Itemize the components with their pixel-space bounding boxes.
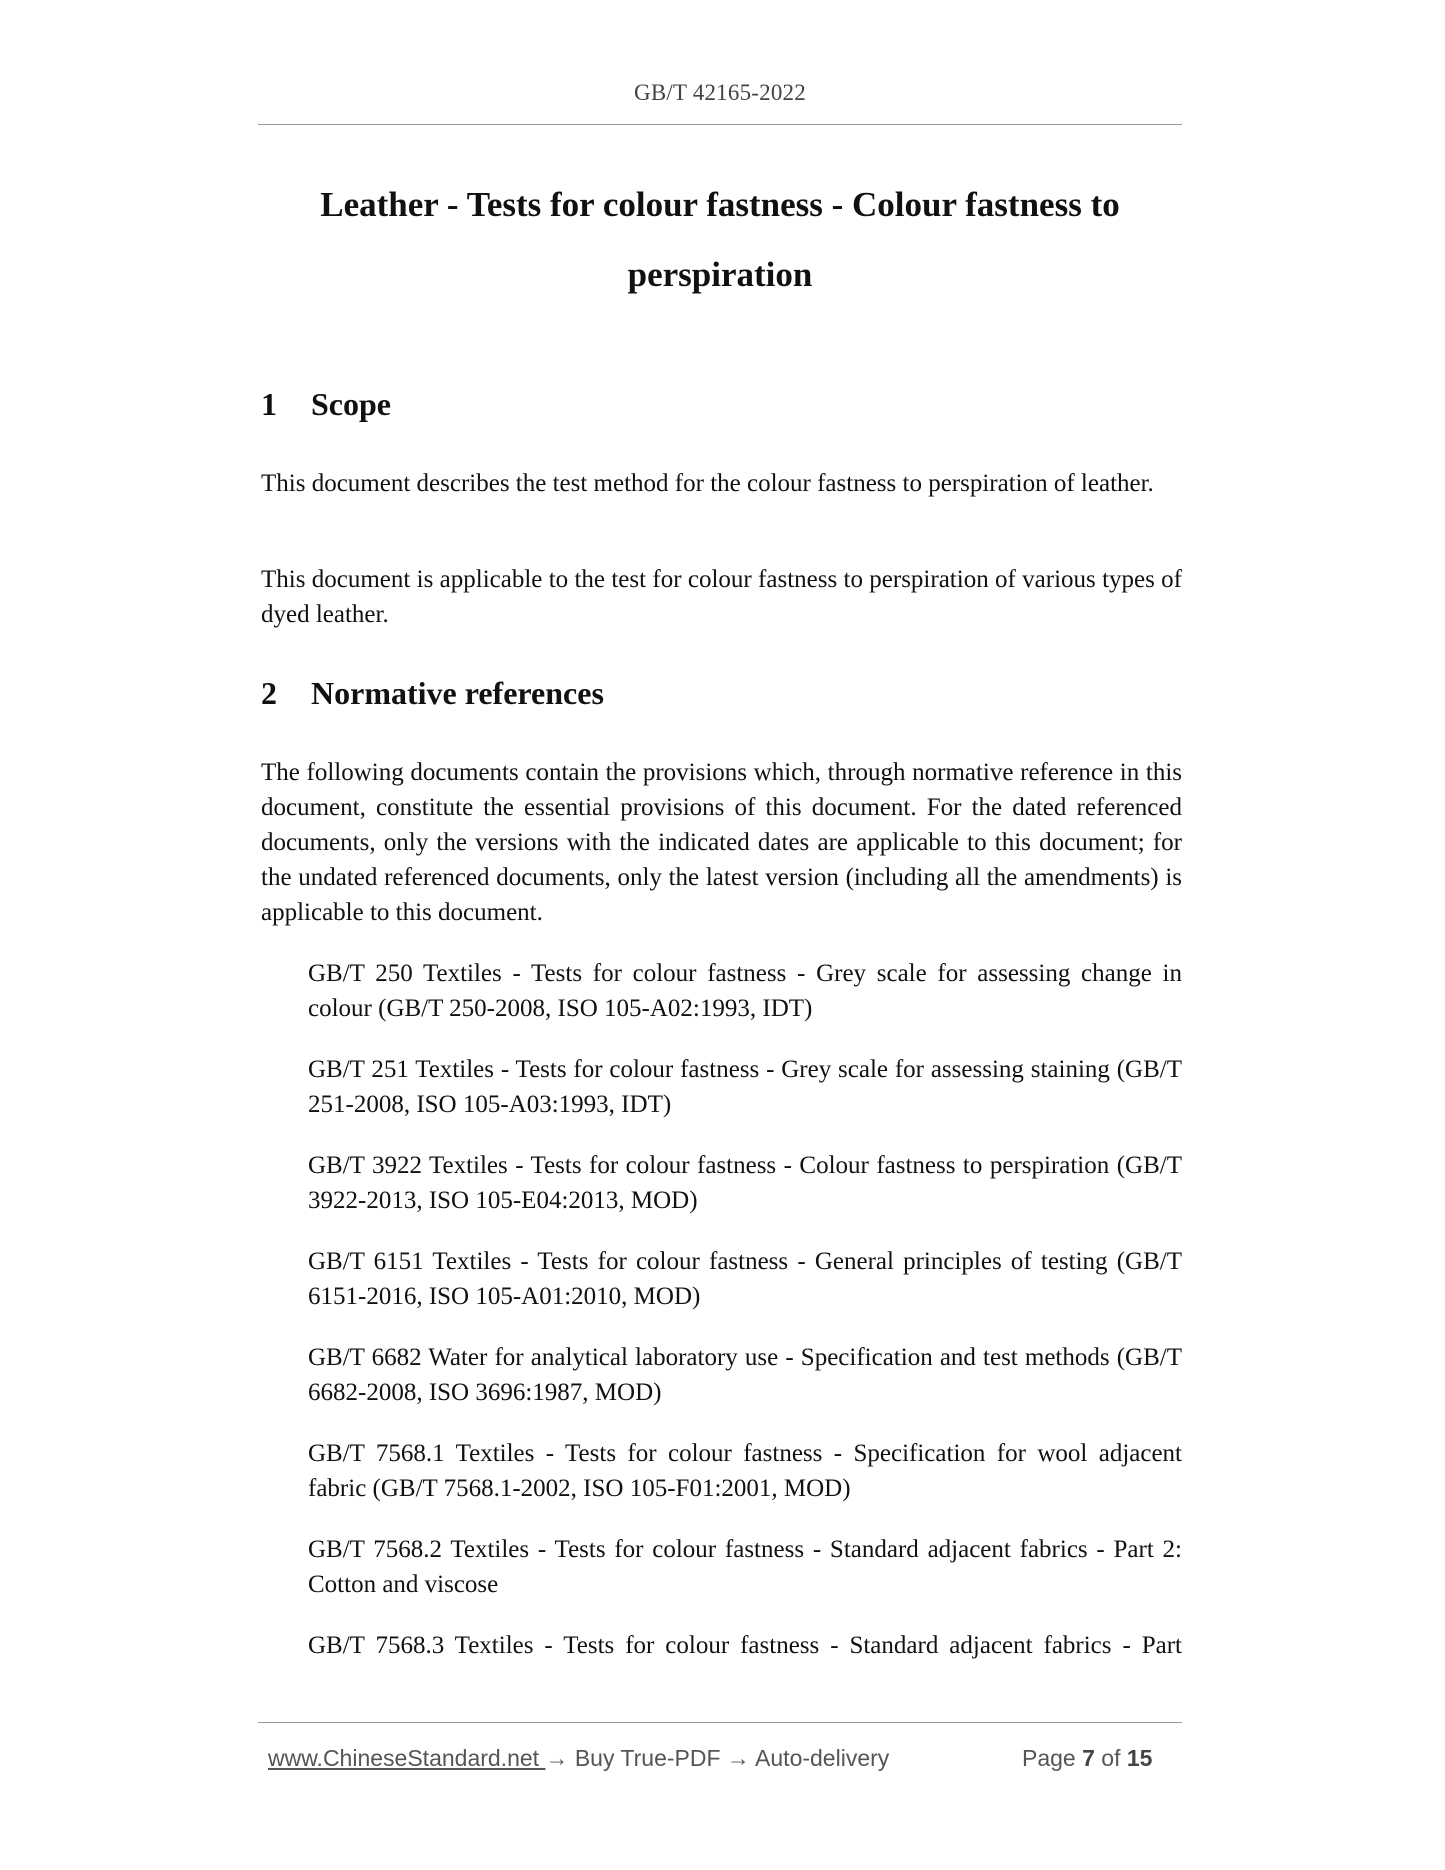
page-footer — [268, 1745, 1182, 1772]
page-label: Page — [1022, 1745, 1076, 1771]
document-title — [258, 170, 1182, 310]
reference-item: GB/T 7568.3 Textiles - Tests for colour fastness - Standard adjacent fabrics - Part — [308, 1632, 1182, 1659]
section-number: 1 — [261, 386, 277, 422]
reference-item: GB/T 6151 Textiles - Tests for colour fastness - General principles of testing (GB/T 6151-2016, ISO 105-A01:2010, MOD) — [308, 1248, 1182, 1310]
header-divider — [258, 124, 1182, 125]
section-heading-normative-references — [261, 675, 604, 712]
page-current: 7 — [1082, 1745, 1095, 1771]
reference-item: GB/T 6682 Water for analytical laboratory use - Specification and test methods (GB/T 6682-2008, ISO 3696:1987, MOD) — [308, 1344, 1182, 1406]
document-title-line-1: Leather - Tests for colour fastness - Colour fastness to — [320, 185, 1120, 224]
reference-item: GB/T 7568.2 Textiles - Tests for colour fastness - Standard adjacent fabrics - Part 2: Cotton and viscose — [308, 1536, 1182, 1598]
scope-paragraph-2: This document is applicable to the test for colour fastness to perspiration of various types of dyed leather. — [261, 566, 1182, 628]
scope-paragraph-1: This document describes the test method for the colour fastness to perspiration of leather. — [261, 470, 1154, 497]
reference-item: GB/T 7568.1 Textiles - Tests for colour fastness - Specification for wool adjacent fabric (GB/T 7568.1-2002, ISO 105-F01:2001, MOD) — [308, 1440, 1182, 1502]
running-header-standard-code: GB/T 42165-2022 — [634, 80, 806, 105]
footer-divider — [258, 1722, 1182, 1723]
reference-item: GB/T 3922 Textiles - Tests for colour fastness - Colour fastness to perspiration (GB/T 3922-2013, ISO 105-E04:2013, MOD) — [308, 1152, 1182, 1214]
page-of-label: of — [1101, 1745, 1121, 1771]
document-title-line-2: perspiration — [627, 255, 813, 294]
section-number: 2 — [261, 675, 277, 711]
reference-item: GB/T 251 Textiles - Tests for colour fastness - Grey scale for assessing staining (GB/T 251-2008, ISO 105-A03:1993, IDT) — [308, 1056, 1182, 1118]
page-indicator — [1022, 1745, 1152, 1772]
footer-tagline: → Buy True-PDF → Auto-delivery — [545, 1745, 890, 1771]
normative-references-intro: The following documents contain the provisions which, through normative reference in this document, constitute the essential provisions of this document. For the dated referenced documents, only the versions with the indicated dates are applicable to this document; for the undated referenced documents, only the latest version (including all the amendments) is applicable to this document. — [261, 759, 1182, 926]
page-total: 15 — [1126, 1745, 1153, 1771]
site-link[interactable]: www.ChineseStandard.net — [268, 1745, 546, 1771]
section-heading-scope — [261, 386, 391, 423]
reference-item: GB/T 250 Textiles - Tests for colour fastness - Grey scale for assessing change in colour (GB/T 250-2008, ISO 105-A02:1993, IDT) — [308, 960, 1182, 1022]
section-title: Scope — [311, 386, 391, 422]
section-title: Normative references — [311, 675, 604, 711]
